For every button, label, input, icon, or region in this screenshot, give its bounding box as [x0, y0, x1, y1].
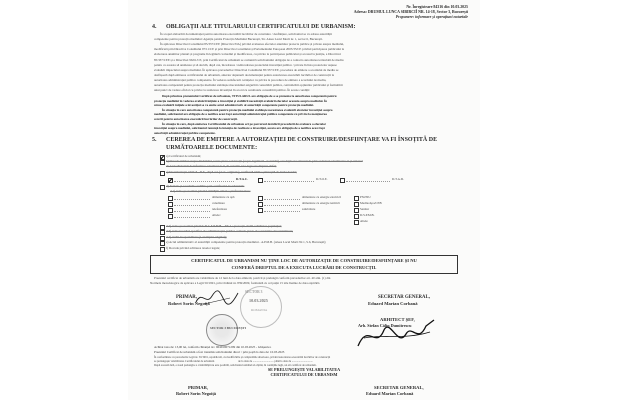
checkbox-dtoe[interactable]: [258, 178, 263, 183]
extension-limit: După această dată, o nouă prelungire a valabilității nu este posibilă, solicitantul urmând să obțină, în condițiile legii, un alt certificat de urbanism.: [154, 364, 317, 367]
stamp-date: 10.03.2025: [249, 298, 268, 303]
obligation-line: cererii pentru autorizarea executării lucrărilor de construcții.: [154, 117, 238, 121]
item-dtoe: D.T.O.E.: [316, 177, 328, 181]
section4-line: elaborarea anumitor planuri și programe în legătură cu mediul și modificarea, cu privire la participarea publicului și accesul la justiție, a Directivei: [154, 52, 341, 57]
divider: [174, 217, 210, 218]
other-approval-checkbox[interactable]: [354, 196, 359, 201]
item-technical-doc: c) Documentația tehnică - D.T., după caz (2 ex. originale), verificată tehnic și însușită de deviz-bordei;: [166, 170, 297, 174]
mayor-name: Robert Sorin Negoiță: [168, 301, 210, 306]
document-item: d.2) avize și acorduri privind: D.G.S.P.M.B. - P.S.I. / protecția civilă / sănătatea populației;: [166, 224, 282, 228]
section4-line: pentru ca aceasta să analizeze și să decidă, după caz, încadrarea / neîncadrarea proiectului investiției publice / private în lista proiectelor supuse: [154, 62, 337, 67]
section4-line: autoritatea administrației publice competente. În vederea satisfacerii cerințelor cu privire la procedura de emitere a acordului de mediu,: [154, 77, 327, 82]
obligation-line: investiției asupra mediului, solicitantul renunță la intenția de realizare a investiției, acesta are obligația de a notifica acest fapt: [154, 126, 325, 131]
section4-title: OBLIGAȚII ALE TITULARULUI CERTIFICATULUI DE URBANISM:: [166, 24, 356, 30]
obligation-line: autorității administrației publice competente.: [154, 130, 216, 135]
seal-text: SECTOR 3 BUCUREȘTI: [210, 326, 247, 330]
validity-line1: Prezentul certificat de urbanism are valabilitate de 12 luni de la data emiterii, potrivit și prelungit conform prevederilor art. 40 alin. (1) din: [154, 276, 331, 280]
section4-number: 4.: [152, 24, 157, 30]
extension-subtitle: CERTIFICATULUI DE URBANISM: [270, 372, 338, 377]
notice-line1: CERTIFICATUL DE URBANISM NU ȚINE LOC DE AUTORIZAȚIE DE CONSTRUIRE/DESFIINȚARE ȘI NU: [191, 258, 417, 263]
fee-paid: Achitat taxa de: 13,00 lei, conform chitanței nr.: 904919071299 din 10.03.2025 - Ghișeul.ro: [154, 345, 272, 349]
section4-line: 85/337/CEE și a Directivei 96/61/CE, prin Certificatul de urbanism se comunică solicitantului obligația de a contacta autoritatea teritorială de mediu: [154, 57, 344, 62]
other-approval-checkbox[interactable]: [354, 202, 359, 207]
other-approval-label: Mediu/Apa/CEB: [360, 201, 382, 205]
section4-line: În scopul elaborării documentației pentru autorizarea executării lucrărilor de construire / desființare, solicitantul se va adresa autorității: [160, 32, 332, 36]
section4-line: unui punct de vedere oficial cu privire la realizarea investiției în acord cu rezultatele consultării publice. În aceste condiții:: [154, 88, 311, 93]
secretary-name: Eduard Marian Corbană: [368, 301, 418, 306]
footer-mayor-name: Robert Sorin Negoiță: [176, 391, 216, 396]
document-checkbox[interactable]: [160, 236, 165, 241]
obligation-line: În situația în care, după emiterea Certificatului de urbanism ori pe parcursul derulării procedurii de evaluare a efectelor: [162, 121, 327, 126]
applicant-address: Adresa: DRUMUL LUNCA SIBIRCIÎ NR. 14-18, Sector 3, București: [353, 10, 468, 14]
obligation-line: După primirea prezentului Certificat de urbanism, TITULARUL are obligația de a se prezenta la autoritatea competentă pentru: [162, 94, 337, 98]
utility-label: telefonizare: [212, 207, 228, 211]
document-checkbox[interactable]: [160, 247, 165, 252]
architect-name: Arh. Stefan Călin Dumitrescu: [358, 323, 412, 328]
utility-checkbox[interactable]: [258, 196, 263, 201]
other-approval-checkbox[interactable]: [354, 220, 359, 225]
item-dtac: D.T.A.C.: [236, 177, 248, 181]
document-item: d.4) studii de specialitate (1 exemplar original);: [166, 234, 227, 239]
section4-line: autoritatea competentă pentru protecția mediului stabilește mecanismul asigurării consultării publice, centralizării opțiunilor publicului și formulării: [154, 83, 343, 87]
section4-line: evaluării impactului asupra mediului. În aplicarea prevederilor Directivei Consiliului 85/337/CEE, procedura de emitere a acordului de mediu se: [154, 67, 339, 72]
divider: [264, 205, 300, 206]
checkbox-dtad[interactable]: [340, 178, 345, 183]
document-checkbox[interactable]: [160, 230, 165, 235]
mayor-signature: [194, 288, 240, 308]
certificate-page: [128, 0, 480, 400]
obligation-line: protecția mediului în vederea evaluării inițiale a investiției și stabilirii necesității evaluării efectelor acesteia asupra mediului. În: [154, 98, 328, 103]
divider: [174, 205, 210, 206]
checkbox-approvals[interactable]: [160, 185, 165, 190]
transmission-note: Prezentul Certificat de urbanism a fost transmis solicitantului direct / prin poștă la data de: 10.03.2025: [154, 350, 285, 354]
section4-line: desfășoară după emiterea certificatului de urbanism, anterior depunerii documentației pentru autorizarea executării lucrărilor de construcții la: [154, 72, 335, 77]
divider: [264, 199, 300, 200]
obligation-line: În situația în care autoritatea competentă pentru protecția mediului stabilește necesitatea evaluării efectelor investiției asupra: [162, 107, 333, 112]
other-approval-label: D.S.P.M.B.: [360, 213, 375, 217]
section4-line: În aplicarea Directivei Consiliului 85/337/CEE (Directiva EIA) privind evaluarea efectelor anumitor proiecte publice și private asupra mediului,: [160, 42, 345, 47]
divider: [264, 211, 300, 212]
section4-line: modificată prin Directiva Consiliului 97/11/CE și prin Directiva Consiliului și Parlamentului European 2003/35/CE privind participarea publicului la: [154, 47, 345, 52]
section5-title-line1: CEREREA DE EMITERE A AUTORIZAȚIEI DE CONSTRUIRE/DESFIINȚARE VA FI ÎNSOȚITĂ DE: [166, 137, 438, 143]
other-approval-label: Sanitar: [360, 207, 370, 211]
utility-label: salubritate: [302, 207, 316, 211]
document-item: e) Actul administrativ al autorității competente pentru protecția mediului - A.P.M.B. (Aleea Lacul Morii Nr.1, S.6, București);: [166, 240, 327, 245]
official-stamp: [240, 286, 282, 328]
architect-signature: [354, 316, 438, 352]
utility-label: alimentare cu energie electrică: [302, 195, 341, 199]
notice-line2: CONFERĂ DREPTUL DE A EXECUTA LUCRĂRI DE CONSTRUCȚII.: [231, 264, 377, 270]
item-dtad: D.T.A.D.: [392, 177, 404, 181]
utility-label: Altele:: [212, 213, 221, 217]
section5-number: 5.: [152, 137, 157, 143]
divider: [174, 199, 210, 200]
other-approval-checkbox[interactable]: [354, 214, 359, 219]
purpose-note: Propunere: informare și operațiuni notariale: [395, 15, 468, 19]
item-approvals: d) Avizele și acordurile stabilite prin certificatul de urbanism:: [166, 184, 245, 188]
secretary-title: SECRETAR GENERAL,: [378, 295, 430, 300]
document-item: f) Dovada privind achitarea taxelor legale;: [166, 245, 221, 250]
footer-mayor-title: PRIMAR,: [188, 385, 209, 390]
document-checkbox[interactable]: [160, 241, 165, 246]
extension-period: de la data de .............................. până la data de ..............................: [238, 360, 313, 363]
legal-basis: În conformitate cu prevederile Legii nr. 50/1991, republicată, cu modificările și completările ulterioare, privind autorizarea executării lucrărilor de construcții: [154, 356, 331, 359]
section4-line: competente pentru protecția mediului: Agenția pentru Protecția Mediului București, Str. Aleea Lacul Morii nr. 1, sector 6, București.: [154, 37, 323, 42]
divider: [264, 181, 314, 182]
utility-checkbox[interactable]: [258, 202, 263, 207]
section5-title-line2: URMĂTOARELE DOCUMENTE:: [166, 145, 258, 151]
divider: [174, 211, 210, 212]
other-approval-checkbox[interactable]: [354, 208, 359, 213]
obligation-line: mediului, solicitantul are obligația de a notifica acest fapt autorității administrației publice competente cu privire la menținerea: [154, 112, 327, 117]
utility-label: alimentare cu energie termică: [302, 201, 340, 205]
document-item: d.3) avize/acorduri specifice ale administrației publice centrale și/sau ale serviciilor descentralizate;: [166, 229, 293, 234]
other-approval-label: PSI/ISU: [360, 195, 371, 199]
stamp-sector: SECTOR 3: [245, 290, 263, 294]
checkbox-dtac[interactable]: [168, 178, 173, 183]
other-approval-label: Altele: [360, 219, 368, 223]
footer-secretary-name: Eduard Marian Corbană: [366, 391, 414, 396]
utility-checkbox[interactable]: [258, 208, 263, 213]
item-utility-approvals: d.1) avize și acorduri privind utilitățile urbane și infrastructura:: [170, 189, 251, 193]
extension-clause: se prelungește valabilitatea Certificatului de urbanism: [154, 360, 215, 363]
seal-stamp: [206, 314, 247, 346]
validity-line2: Normele metodologice de aplicare a Legii 50/1991, prin Ordinul nr. 839/2009, formulată cu cel puțin 15 zile înainte de data expirării.: [150, 281, 321, 285]
architect-title: ARHITECT ȘEF,: [380, 317, 415, 322]
notice-box: [150, 255, 458, 274]
item-property-title-cont: de Carte Funciară de informare actualizat la zi, în cazul în care legea nu dispune altfel;: [166, 164, 277, 168]
utility-checkbox[interactable]: [168, 196, 173, 201]
stamp-country: ROMANIA: [251, 308, 268, 312]
divider: [346, 181, 390, 182]
utility-label: canalizare: [212, 201, 225, 205]
item-property-title: b) Dovada titlului asupra imobilului, teren și/sau construcții (copie legalizată - notarială), sau după caz extrasul de plan cadastral actualizat la zi și extrasul: [166, 159, 363, 163]
utility-label: alimentare cu apă: [212, 195, 235, 199]
checkbox-property-title[interactable]: [160, 160, 165, 165]
divider: [174, 181, 234, 182]
footer-secretary-title: SECRETAR GENERAL,: [374, 385, 424, 390]
item-certificate: a) Certificatul de urbanism;: [166, 154, 202, 158]
utility-checkbox[interactable]: [168, 214, 173, 219]
registration-number: Nr. Înregistrare 84316 din 10.03.2025: [406, 5, 468, 9]
checkbox-technical-doc[interactable]: [160, 171, 165, 176]
utility-checkbox[interactable]: [168, 202, 173, 207]
mayor-title: PRIMAR,: [176, 295, 197, 300]
extension-title: SE PRELUNGEȘTE VALABILITATEA: [267, 367, 341, 372]
document-checkbox[interactable]: [160, 225, 165, 230]
obligation-line: urma evaluării inițiale a investiției se va emite actul administrativ al autorității competente pentru protecția mediului.: [154, 103, 315, 108]
utility-checkbox[interactable]: [168, 208, 173, 213]
